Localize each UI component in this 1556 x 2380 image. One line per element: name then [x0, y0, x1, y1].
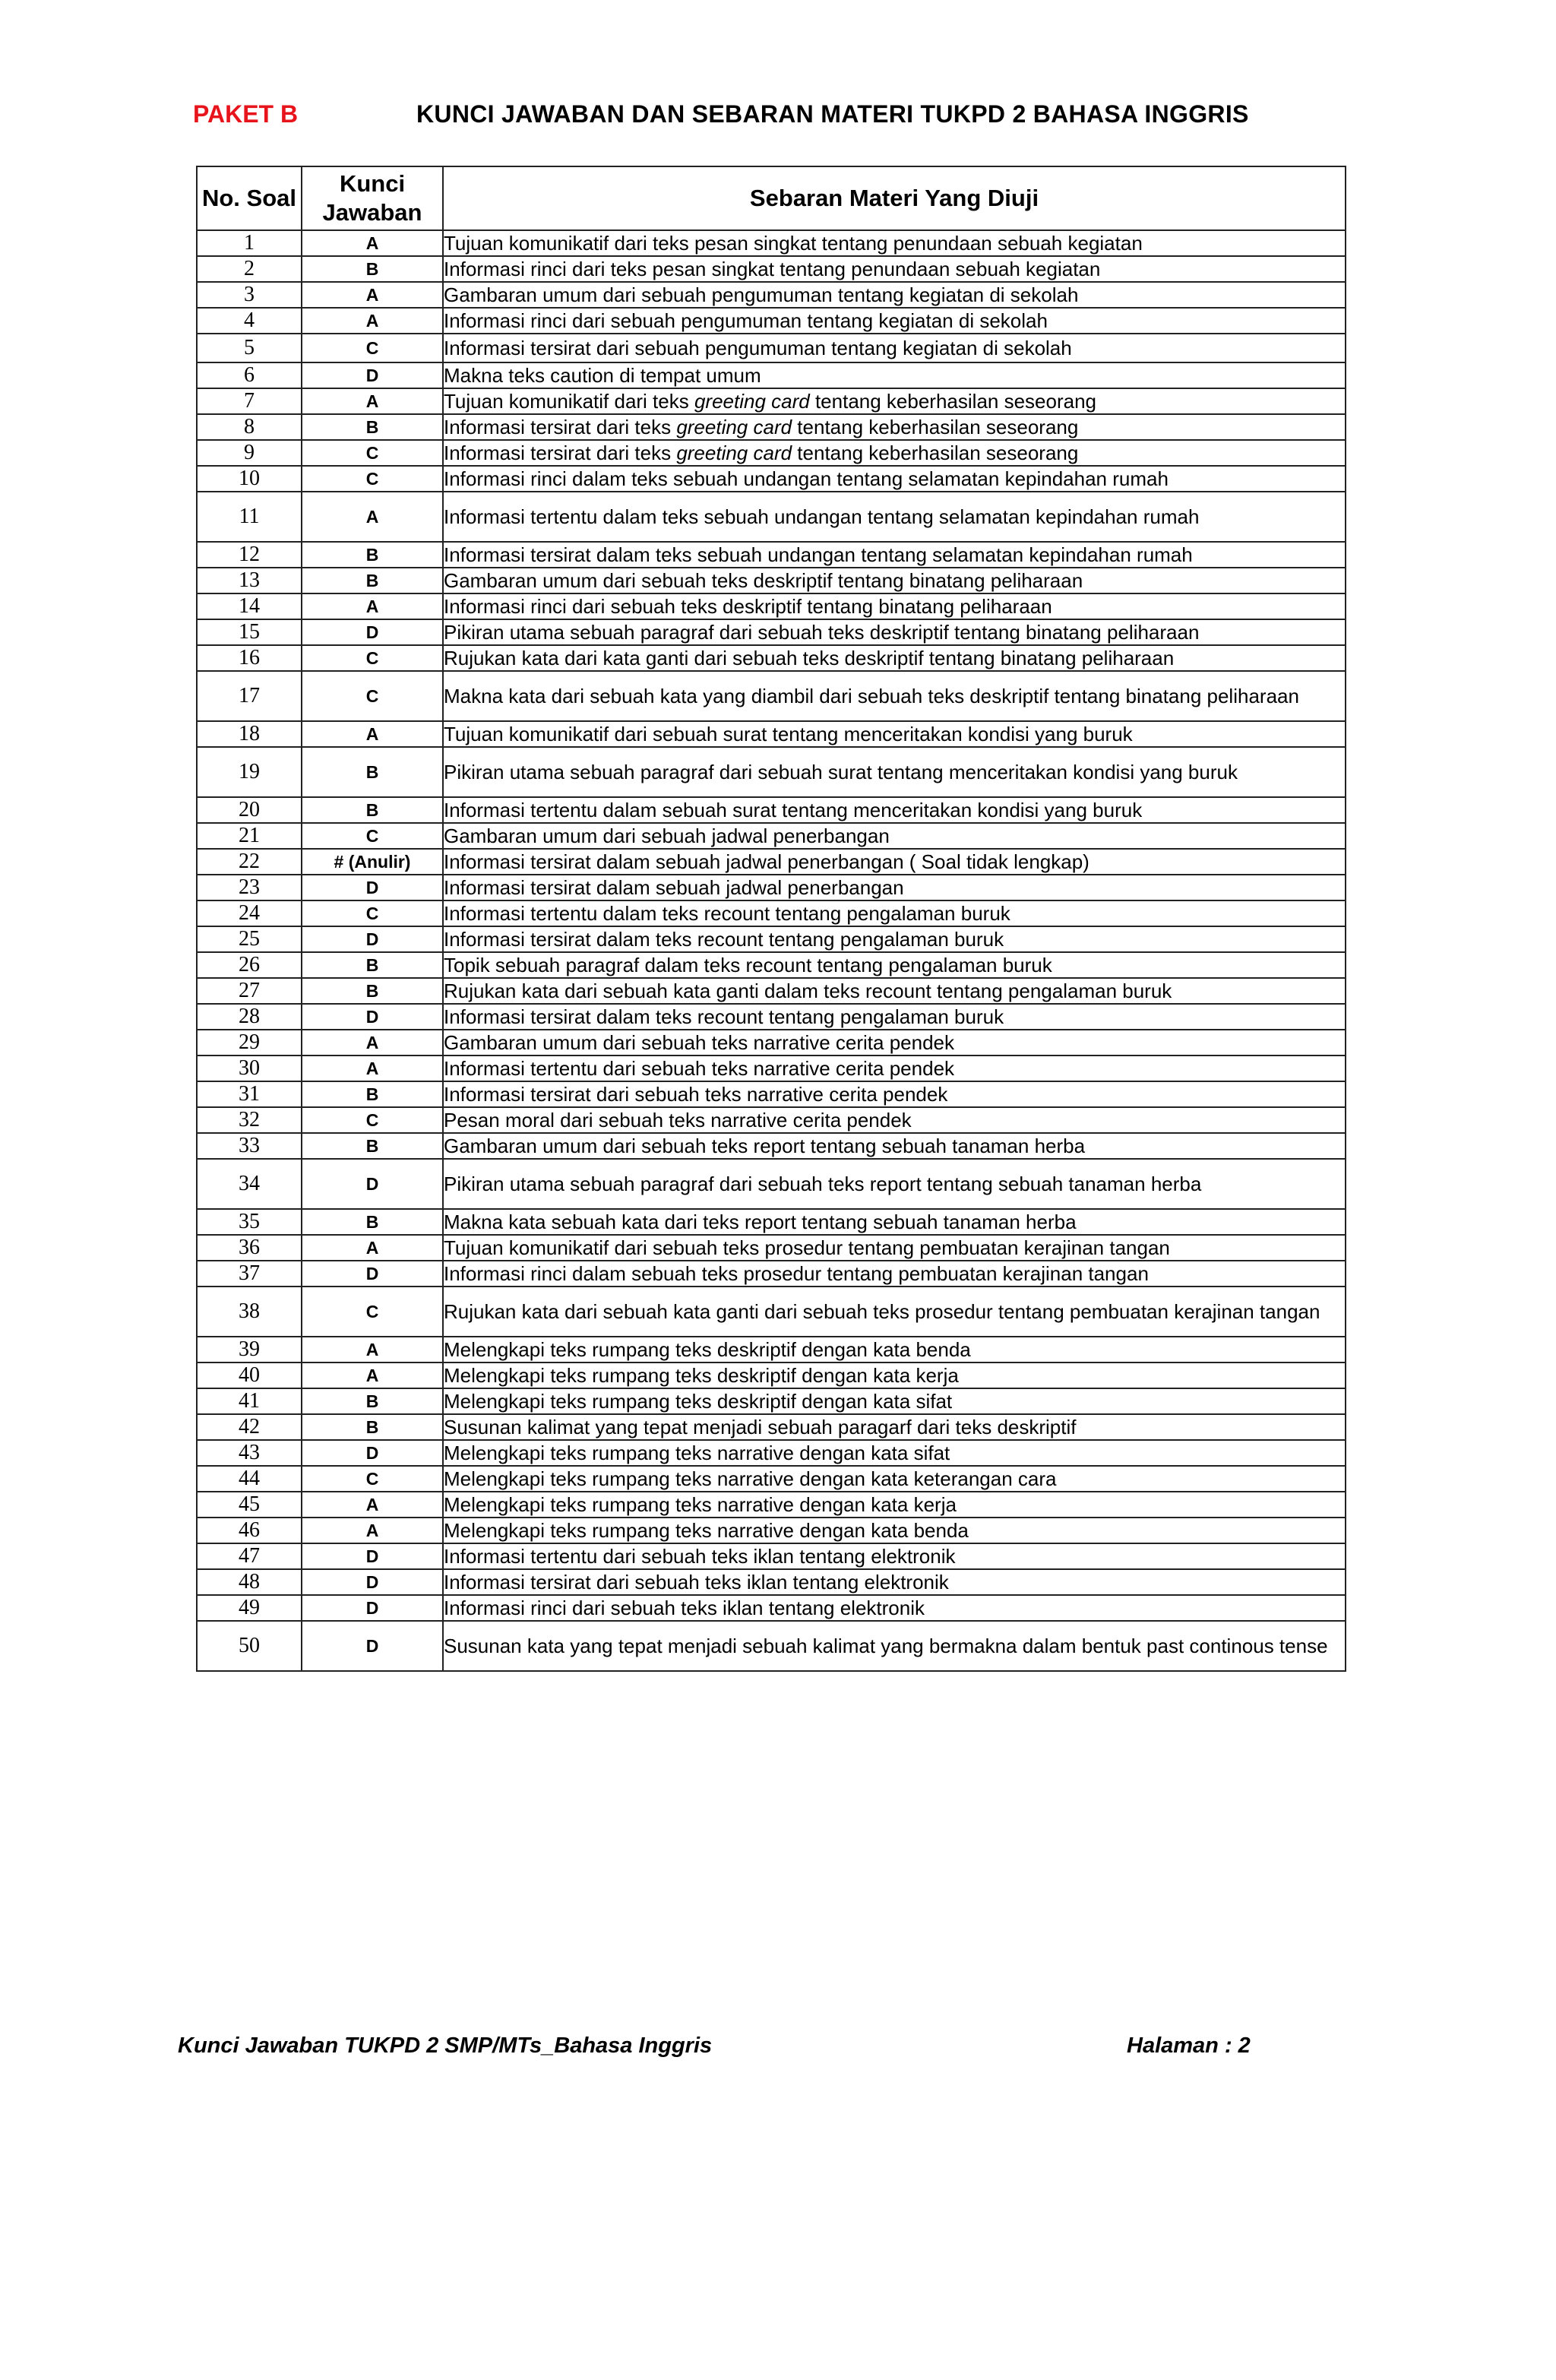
materi-description: Pikiran utama sebuah paragraf dari sebuah surat tentang menceritakan kondisi yang buruk [443, 747, 1346, 797]
answer-key: D [302, 1569, 443, 1595]
materi-description: Gambaran umum dari sebuah teks narrative cerita pendek [443, 1030, 1346, 1055]
materi-description: Informasi tersirat dari sebuah teks narrative cerita pendek [443, 1081, 1346, 1107]
question-number: 3 [197, 282, 302, 308]
materi-description: Topik sebuah paragraf dalam teks recount tentang pengalaman buruk [443, 952, 1346, 978]
question-number: 41 [197, 1388, 302, 1414]
table-row [197, 1209, 1346, 1235]
answer-key: A [302, 1235, 443, 1261]
materi-description: Informasi rinci dalam teks sebuah undangan tentang selamatan kepindahan rumah [443, 466, 1346, 492]
question-number: 1 [197, 230, 302, 256]
answer-key: B [302, 747, 443, 797]
answer-key: C [302, 1466, 443, 1492]
question-number: 21 [197, 823, 302, 849]
materi-description: Informasi tersirat dari teks greeting card tentang keberhasilan seseorang [443, 440, 1346, 466]
table-row [197, 823, 1346, 849]
answer-key: D [302, 1159, 443, 1209]
materi-description: Pikiran utama sebuah paragraf dari sebuah teks report tentang sebuah tanaman herba [443, 1159, 1346, 1209]
materi-description: Informasi rinci dari teks pesan singkat tentang penundaan sebuah kegiatan [443, 256, 1346, 282]
question-number: 45 [197, 1492, 302, 1518]
materi-description: Informasi tersirat dalam sebuah jadwal penerbangan ( Soal tidak lengkap) [443, 849, 1346, 875]
table-row [197, 1595, 1346, 1621]
answer-key: A [302, 282, 443, 308]
question-number: 13 [197, 568, 302, 593]
table-row [197, 671, 1346, 721]
footer-page-number: Halaman : 2 [1127, 2033, 1251, 2058]
answer-key: D [302, 1543, 443, 1569]
materi-description: Rujukan kata dari sebuah kata ganti dalam teks recount tentang pengalaman buruk [443, 978, 1346, 1004]
question-number: 46 [197, 1518, 302, 1543]
materi-description: Rujukan kata dari sebuah kata ganti dari sebuah teks prosedur tentang pembuatan kerajinan tangan [443, 1287, 1346, 1337]
question-number: 49 [197, 1595, 302, 1621]
answer-key: C [302, 440, 443, 466]
materi-description: Informasi tersirat dari sebuah pengumuman tentang kegiatan di sekolah [443, 334, 1346, 362]
table-row [197, 978, 1346, 1004]
answer-key: C [302, 334, 443, 362]
table-row [197, 1492, 1346, 1518]
answer-key: B [302, 1133, 443, 1159]
table-row [197, 875, 1346, 900]
table-row [197, 1466, 1346, 1492]
table-row [197, 1414, 1346, 1440]
footer-document-name: Kunci Jawaban TUKPD 2 SMP/MTs_Bahasa Inggris [178, 2033, 713, 2058]
question-number: 11 [197, 492, 302, 542]
question-number: 47 [197, 1543, 302, 1569]
question-number: 44 [197, 1466, 302, 1492]
question-number: 16 [197, 645, 302, 671]
materi-description: Melengkapi teks rumpang teks narrative dengan kata kerja [443, 1492, 1346, 1518]
question-number: 12 [197, 542, 302, 568]
question-number: 25 [197, 926, 302, 952]
materi-description: Informasi rinci dari sebuah teks iklan tentang elektronik [443, 1595, 1346, 1621]
table-row [197, 1107, 1346, 1133]
question-number: 10 [197, 466, 302, 492]
answer-key-body [197, 230, 1346, 1671]
materi-description: Gambaran umum dari sebuah teks report tentang sebuah tanaman herba [443, 1133, 1346, 1159]
materi-description: Pikiran utama sebuah paragraf dari sebuah teks deskriptif tentang binatang peliharaan [443, 619, 1346, 645]
answer-key: C [302, 1107, 443, 1133]
materi-description: Rujukan kata dari kata ganti dari sebuah teks deskriptif tentang binatang peliharaan [443, 645, 1346, 671]
table-row [197, 492, 1346, 542]
materi-description: Melengkapi teks rumpang teks deskriptif dengan kata sifat [443, 1388, 1346, 1414]
materi-description: Informasi tertentu dari sebuah teks narrative cerita pendek [443, 1055, 1346, 1081]
materi-description: Melengkapi teks rumpang teks narrative dengan kata benda [443, 1518, 1346, 1543]
table-row [197, 1055, 1346, 1081]
table-row [197, 568, 1346, 593]
answer-key: A [302, 593, 443, 619]
table-row [197, 230, 1346, 256]
table-row [197, 388, 1346, 414]
table-row [197, 1030, 1346, 1055]
materi-description: Gambaran umum dari sebuah pengumuman tentang kegiatan di sekolah [443, 282, 1346, 308]
table-row [197, 466, 1346, 492]
materi-description: Makna kata dari sebuah kata yang diambil dari sebuah teks deskriptif tentang binatang peliharaan [443, 671, 1346, 721]
materi-description: Informasi tertentu dari sebuah teks iklan tentang elektronik [443, 1543, 1346, 1569]
answer-key: B [302, 952, 443, 978]
materi-description: Melengkapi teks rumpang teks narrative dengan kata sifat [443, 1440, 1346, 1466]
question-number: 24 [197, 900, 302, 926]
table-row [197, 721, 1346, 747]
question-number: 30 [197, 1055, 302, 1081]
table-row [197, 308, 1346, 334]
paket-label: PAKET B [193, 100, 299, 128]
question-number: 39 [197, 1337, 302, 1362]
question-number: 33 [197, 1133, 302, 1159]
column-header-kunci-jawaban: Kunci Jawaban [302, 166, 443, 230]
question-number: 31 [197, 1081, 302, 1107]
question-number: 18 [197, 721, 302, 747]
column-header-sebaran-materi: Sebaran Materi Yang Diuji [443, 166, 1346, 230]
question-number: 6 [197, 362, 302, 388]
materi-description: Informasi rinci dari sebuah teks deskriptif tentang binatang peliharaan [443, 593, 1346, 619]
answer-key: D [302, 1261, 443, 1287]
answer-key: A [302, 1030, 443, 1055]
answer-key: A [302, 1337, 443, 1362]
table-row [197, 1081, 1346, 1107]
table-row [197, 414, 1346, 440]
question-number: 7 [197, 388, 302, 414]
answer-key: C [302, 1287, 443, 1337]
answer-key: B [302, 1209, 443, 1235]
table-row [197, 926, 1346, 952]
materi-description: Informasi tersirat dalam sebuah jadwal penerbangan [443, 875, 1346, 900]
table-row [197, 619, 1346, 645]
question-number: 4 [197, 308, 302, 334]
table-row [197, 952, 1346, 978]
table-row [197, 1362, 1346, 1388]
answer-key: D [302, 1621, 443, 1671]
table-row [197, 542, 1346, 568]
question-number: 48 [197, 1569, 302, 1595]
question-number: 15 [197, 619, 302, 645]
table-row [197, 1159, 1346, 1209]
table-row [197, 1261, 1346, 1287]
table-row [197, 1287, 1346, 1337]
materi-description: Informasi rinci dari sebuah pengumuman tentang kegiatan di sekolah [443, 308, 1346, 334]
answer-key: C [302, 823, 443, 849]
table-row [197, 645, 1346, 671]
materi-description: Informasi tertentu dalam teks recount tentang pengalaman buruk [443, 900, 1346, 926]
answer-key: B [302, 256, 443, 282]
table-row [197, 1133, 1346, 1159]
answer-key: B [302, 1388, 443, 1414]
materi-description: Melengkapi teks rumpang teks deskriptif dengan kata benda [443, 1337, 1346, 1362]
answer-key: A [302, 1518, 443, 1543]
materi-description: Tujuan komunikatif dari sebuah teks prosedur tentang pembuatan kerajinan tangan [443, 1235, 1346, 1261]
answer-key: A [302, 308, 443, 334]
table-row [197, 1388, 1346, 1414]
answer-key: C [302, 466, 443, 492]
answer-key: D [302, 362, 443, 388]
materi-description: Gambaran umum dari sebuah jadwal penerbangan [443, 823, 1346, 849]
answer-key: A [302, 1492, 443, 1518]
answer-key: D [302, 1440, 443, 1466]
table-row [197, 849, 1346, 875]
materi-description: Informasi rinci dalam sebuah teks prosedur tentang pembuatan kerajinan tangan [443, 1261, 1346, 1287]
question-number: 27 [197, 978, 302, 1004]
table-row [197, 1337, 1346, 1362]
answer-key: D [302, 619, 443, 645]
answer-key: B [302, 797, 443, 823]
question-number: 5 [197, 334, 302, 362]
table-row [197, 440, 1346, 466]
table-row [197, 1235, 1346, 1261]
answer-key: C [302, 671, 443, 721]
table-row [197, 1543, 1346, 1569]
question-number: 38 [197, 1287, 302, 1337]
column-header-no-soal: No. Soal [197, 166, 302, 230]
question-number: 20 [197, 797, 302, 823]
question-number: 37 [197, 1261, 302, 1287]
table-row [197, 747, 1346, 797]
answer-key: B [302, 414, 443, 440]
answer-key: # (Anulir) [302, 849, 443, 875]
materi-description: Tujuan komunikatif dari sebuah surat tentang menceritakan kondisi yang buruk [443, 721, 1346, 747]
table-row [197, 900, 1346, 926]
table-row [197, 1621, 1346, 1671]
materi-description: Makna teks caution di tempat umum [443, 362, 1346, 388]
materi-description: Melengkapi teks rumpang teks narrative dengan kata keterangan cara [443, 1466, 1346, 1492]
materi-description: Makna kata sebuah kata dari teks report tentang sebuah tanaman herba [443, 1209, 1346, 1235]
answer-key-table [196, 166, 1346, 1672]
answer-key: A [302, 1055, 443, 1081]
question-number: 2 [197, 256, 302, 282]
materi-description: Informasi tersirat dalam teks recount tentang pengalaman buruk [443, 1004, 1346, 1030]
question-number: 19 [197, 747, 302, 797]
materi-description: Susunan kalimat yang tepat menjadi sebuah paragarf dari teks deskriptif [443, 1414, 1346, 1440]
answer-key: A [302, 721, 443, 747]
materi-description: Informasi tersirat dalam teks sebuah undangan tentang selamatan kepindahan rumah [443, 542, 1346, 568]
materi-description: Melengkapi teks rumpang teks deskriptif dengan kata kerja [443, 1362, 1346, 1388]
question-number: 42 [197, 1414, 302, 1440]
answer-key: C [302, 900, 443, 926]
table-row [197, 362, 1346, 388]
materi-description: Informasi tertentu dalam teks sebuah undangan tentang selamatan kepindahan rumah [443, 492, 1346, 542]
answer-key: D [302, 926, 443, 952]
materi-description: Pesan moral dari sebuah teks narrative cerita pendek [443, 1107, 1346, 1133]
question-number: 8 [197, 414, 302, 440]
question-number: 43 [197, 1440, 302, 1466]
question-number: 34 [197, 1159, 302, 1209]
materi-description: Susunan kata yang tepat menjadi sebuah kalimat yang bermakna dalam bentuk past continous tense [443, 1621, 1346, 1671]
materi-description: Informasi tertentu dalam sebuah surat tentang menceritakan kondisi yang buruk [443, 797, 1346, 823]
question-number: 22 [197, 849, 302, 875]
table-row [197, 1004, 1346, 1030]
question-number: 26 [197, 952, 302, 978]
question-number: 14 [197, 593, 302, 619]
answer-key: D [302, 875, 443, 900]
answer-key: A [302, 388, 443, 414]
answer-key: B [302, 978, 443, 1004]
answer-key: A [302, 230, 443, 256]
question-number: 23 [197, 875, 302, 900]
question-number: 29 [197, 1030, 302, 1055]
table-row [197, 256, 1346, 282]
materi-description: Informasi tersirat dalam teks recount tentang pengalaman buruk [443, 926, 1346, 952]
question-number: 50 [197, 1621, 302, 1671]
materi-description: Tujuan komunikatif dari teks greeting card tentang keberhasilan seseorang [443, 388, 1346, 414]
answer-key: B [302, 542, 443, 568]
table-row [197, 1569, 1346, 1595]
question-number: 32 [197, 1107, 302, 1133]
table-row [197, 282, 1346, 308]
answer-key: C [302, 645, 443, 671]
answer-key: D [302, 1595, 443, 1621]
question-number: 9 [197, 440, 302, 466]
table-row [197, 1440, 1346, 1466]
question-number: 17 [197, 671, 302, 721]
table-row [197, 1518, 1346, 1543]
question-number: 35 [197, 1209, 302, 1235]
table-row [197, 797, 1346, 823]
answer-key: B [302, 1081, 443, 1107]
question-number: 40 [197, 1362, 302, 1388]
document-title: KUNCI JAWABAN DAN SEBARAN MATERI TUKPD 2 BAHASA INGGRIS [416, 100, 1249, 128]
answer-key: A [302, 492, 443, 542]
answer-key: D [302, 1004, 443, 1030]
table-row [197, 593, 1346, 619]
answer-key: B [302, 1414, 443, 1440]
materi-description: Informasi tersirat dari sebuah teks iklan tentang elektronik [443, 1569, 1346, 1595]
question-number: 28 [197, 1004, 302, 1030]
question-number: 36 [197, 1235, 302, 1261]
materi-description: Tujuan komunikatif dari teks pesan singkat tentang penundaan sebuah kegiatan [443, 230, 1346, 256]
table-row [197, 334, 1346, 362]
answer-key: B [302, 568, 443, 593]
materi-description: Gambaran umum dari sebuah teks deskriptif tentang binatang peliharaan [443, 568, 1346, 593]
materi-description: Informasi tersirat dari teks greeting card tentang keberhasilan seseorang [443, 414, 1346, 440]
answer-key: A [302, 1362, 443, 1388]
